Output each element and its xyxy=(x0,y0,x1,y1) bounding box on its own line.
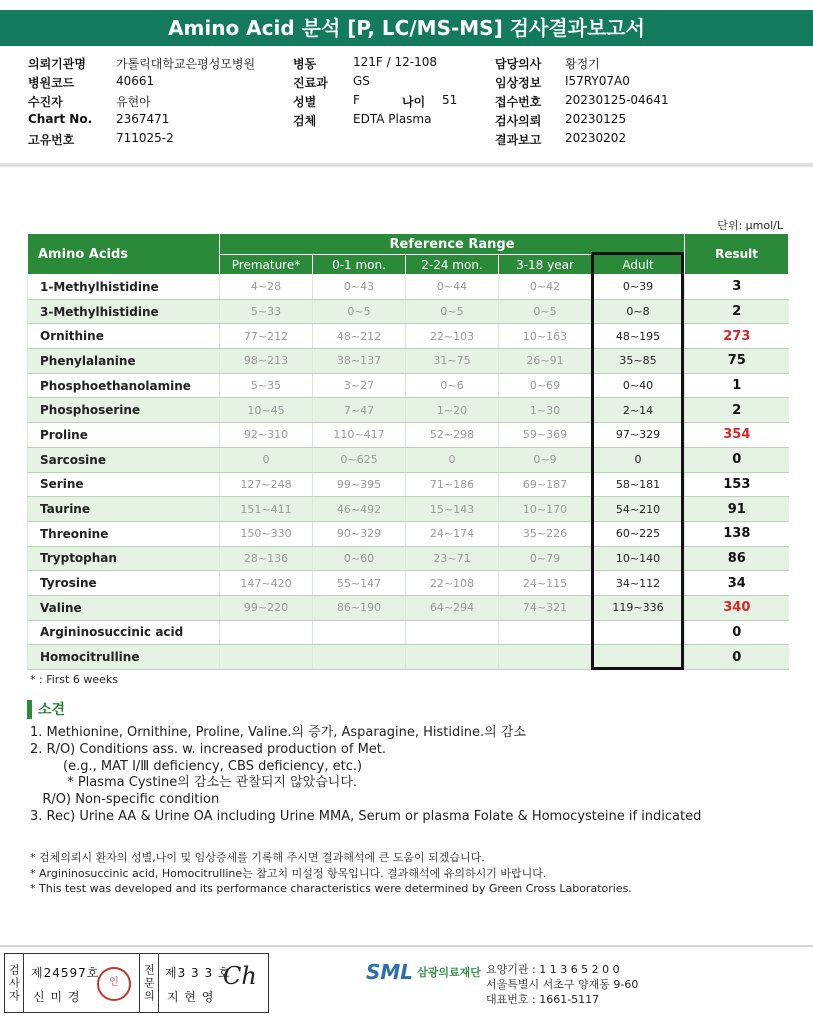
ref-2-24-mon: 0~5 xyxy=(406,299,499,324)
info-row xyxy=(28,55,255,74)
result-value: 0 xyxy=(685,645,789,670)
ref-3-18-year: 10~163 xyxy=(499,324,592,349)
sml-logo-org: 삼광의료재단 xyxy=(417,966,481,979)
ref-0-1-mon: 0~60 xyxy=(313,546,406,571)
doctor-label xyxy=(139,954,159,1012)
result-value: 3 xyxy=(685,275,789,300)
amino-acid-name: Taurine xyxy=(28,497,220,522)
ref-3-18-year: 0~69 xyxy=(499,373,592,398)
info-label: 접수번호 xyxy=(495,95,542,109)
info-value: 40661 xyxy=(116,74,155,88)
ref-3-18-year: 0~42 xyxy=(499,275,592,300)
table-row xyxy=(28,299,789,324)
ref-adult: 0~39 xyxy=(592,275,685,300)
organization-info: 요양기관 : 1 1 3 6 5 2 0 0 서울특별시 서초구 양재동 9-60 대표번호 : 1661-5117 xyxy=(486,963,639,1006)
ref-3-18-year xyxy=(499,645,592,670)
ref-premature xyxy=(220,645,313,670)
info-label: 병동 xyxy=(293,57,317,71)
ref-adult: 119~336 xyxy=(592,595,685,620)
ref-2-24-mon: 0~44 xyxy=(406,275,499,300)
info-label: 병원코드 xyxy=(28,76,75,90)
info-label: 수진자 xyxy=(28,95,63,109)
info-label: 의뢰기관명 xyxy=(28,57,86,71)
table-row xyxy=(28,546,789,571)
ref-0-1-mon: 46~492 xyxy=(313,497,406,522)
ref-adult: 2~14 xyxy=(592,398,685,423)
ref-premature: 150~330 xyxy=(220,521,313,546)
header-premature: Premature* xyxy=(220,255,313,275)
ref-premature: 99~220 xyxy=(220,595,313,620)
handwritten-signature: Ch xyxy=(223,962,257,990)
info-value: 황정기 xyxy=(565,57,600,71)
result-value: 86 xyxy=(685,546,789,571)
age-value: 51 xyxy=(442,93,458,107)
amino-acid-name: Sarcosine xyxy=(28,447,220,472)
amino-acid-name: Phosphoserine xyxy=(28,398,220,423)
ref-adult: 54~210 xyxy=(592,497,685,522)
tester-name: 신 미 경 xyxy=(33,990,81,1004)
ref-0-1-mon: 0~625 xyxy=(313,447,406,472)
table-row xyxy=(28,349,789,374)
amino-acid-name: 3-Methylhistidine xyxy=(28,299,220,324)
info-label: 담당의사 xyxy=(495,57,542,71)
ref-premature: 147~420 xyxy=(220,571,313,596)
result-value: 91 xyxy=(685,497,789,522)
ref-adult: 0 xyxy=(592,447,685,472)
ref-3-18-year: 1~30 xyxy=(499,398,592,423)
ref-adult xyxy=(592,645,685,670)
ref-0-1-mon: 38~137 xyxy=(313,349,406,374)
header-3-18-year: 3-18 year xyxy=(499,255,592,275)
amino-acid-name: Argininosuccinic acid xyxy=(28,620,220,645)
info-row xyxy=(28,131,255,150)
info-row xyxy=(293,112,457,131)
info-row xyxy=(293,74,457,93)
age-label: 나이 xyxy=(402,95,426,109)
sml-logo-mark: SML xyxy=(366,960,414,984)
amino-acid-name: Tyrosine xyxy=(28,571,220,596)
ref-3-18-year: 26~91 xyxy=(499,349,592,374)
report-title: Amino Acid 분석 [P, LC/MS-MS] 검사결과보고서 xyxy=(0,10,813,46)
patient-info xyxy=(28,55,788,155)
ref-3-18-year: 0~9 xyxy=(499,447,592,472)
heading-bar xyxy=(27,700,32,719)
info-row xyxy=(495,131,669,150)
table-row xyxy=(28,497,789,522)
result-value: 0 xyxy=(685,447,789,472)
ref-2-24-mon: 22~103 xyxy=(406,324,499,349)
ref-3-18-year: 0~79 xyxy=(499,546,592,571)
ref-0-1-mon: 0~43 xyxy=(313,275,406,300)
header-reference-range: Reference Range xyxy=(220,234,685,255)
ref-0-1-mon: 48~212 xyxy=(313,324,406,349)
signature-box xyxy=(4,953,269,1013)
result-value: 0 xyxy=(685,620,789,645)
info-value: 121F / 12-108 xyxy=(353,55,437,69)
info-value: 20230125 xyxy=(565,112,627,126)
header-divider xyxy=(0,163,813,167)
ref-adult: 0~8 xyxy=(592,299,685,324)
table-row xyxy=(28,521,789,546)
info-column-3 xyxy=(495,55,669,150)
result-value: 34 xyxy=(685,571,789,596)
ref-2-24-mon: 22~108 xyxy=(406,571,499,596)
amino-acid-name: Tryptophan xyxy=(28,546,220,571)
amino-acid-name: Threonine xyxy=(28,521,220,546)
ref-3-18-year: 24~115 xyxy=(499,571,592,596)
ref-adult: 35~85 xyxy=(592,349,685,374)
info-row xyxy=(293,55,457,74)
info-value: 2367471 xyxy=(116,112,170,126)
info-row xyxy=(293,93,457,112)
header-amino-acids: Amino Acids xyxy=(28,234,220,275)
notes-text: * 검체의뢰시 환자의 성별,나이 및 임상증세를 기록해 주시면 결과해석에 큰 도움이 되겠습니다. * Argininosuccinic acid, Homocitrulline는 참고치 미설정 항목입니다. 결과해석에 유의하시기 바랍니다. * This test was developed and its performance characteristics were determined by Green Cross Laboratories. xyxy=(30,851,632,895)
table-row xyxy=(28,447,789,472)
header-adult: Adult xyxy=(592,255,685,275)
header-0-1-mon: 0-1 mon. xyxy=(313,255,406,275)
table-row xyxy=(28,571,789,596)
ref-2-24-mon: 52~298 xyxy=(406,423,499,448)
ref-2-24-mon: 31~75 xyxy=(406,349,499,374)
ref-premature: 10~45 xyxy=(220,398,313,423)
ref-2-24-mon: 64~294 xyxy=(406,595,499,620)
ref-2-24-mon xyxy=(406,645,499,670)
table-row xyxy=(28,620,789,645)
ref-premature: 28~136 xyxy=(220,546,313,571)
ref-adult: 60~225 xyxy=(592,521,685,546)
findings-heading xyxy=(27,699,65,719)
ref-0-1-mon xyxy=(313,620,406,645)
ref-2-24-mon: 1~20 xyxy=(406,398,499,423)
info-column-2 xyxy=(293,55,457,131)
ref-2-24-mon: 0~6 xyxy=(406,373,499,398)
result-value: 2 xyxy=(685,299,789,324)
info-column-1 xyxy=(28,55,255,150)
ref-2-24-mon xyxy=(406,620,499,645)
ref-3-18-year: 59~369 xyxy=(499,423,592,448)
ref-3-18-year: 0~5 xyxy=(499,299,592,324)
ref-premature: 4~28 xyxy=(220,275,313,300)
info-label: Chart No. xyxy=(28,112,93,126)
ref-premature: 77~212 xyxy=(220,324,313,349)
amino-acid-name: Phosphoethanolamine xyxy=(28,373,220,398)
info-label: 검사의뢰 xyxy=(495,114,542,128)
info-label: 임상정보 xyxy=(495,76,542,90)
result-value: 1 xyxy=(685,373,789,398)
doctor-name: 지 현 영 xyxy=(167,990,215,1004)
sml-logo xyxy=(366,960,481,984)
findings-title: 소견 xyxy=(38,702,66,718)
doctor-number: 제3 3 3 호 xyxy=(165,966,231,980)
ref-2-24-mon: 0 xyxy=(406,447,499,472)
info-value: F xyxy=(353,93,360,107)
ref-adult: 97~329 xyxy=(592,423,685,448)
ref-adult: 10~140 xyxy=(592,546,685,571)
info-value: GS xyxy=(353,74,370,88)
info-row xyxy=(28,93,255,112)
info-label: 진료과 xyxy=(293,76,328,90)
header-result: Result xyxy=(685,234,789,275)
ref-2-24-mon: 23~71 xyxy=(406,546,499,571)
info-row xyxy=(28,112,255,131)
info-row xyxy=(495,55,669,74)
header-2-24-mon: 2-24 mon. xyxy=(406,255,499,275)
ref-2-24-mon: 71~186 xyxy=(406,472,499,497)
ref-0-1-mon: 0~5 xyxy=(313,299,406,324)
info-row xyxy=(28,74,255,93)
ref-3-18-year xyxy=(499,620,592,645)
ref-0-1-mon: 55~147 xyxy=(313,571,406,596)
ref-2-24-mon: 24~174 xyxy=(406,521,499,546)
ref-0-1-mon: 90~329 xyxy=(313,521,406,546)
info-label: 결과보고 xyxy=(495,133,542,147)
amino-acid-name: Homocitrulline xyxy=(28,645,220,670)
info-row xyxy=(495,74,669,93)
result-value: 354 xyxy=(685,423,789,448)
ref-adult xyxy=(592,620,685,645)
ref-premature: 0 xyxy=(220,447,313,472)
footnote: * : First 6 weeks xyxy=(30,673,118,686)
ref-0-1-mon xyxy=(313,645,406,670)
ref-premature: 151~411 xyxy=(220,497,313,522)
findings-text: 1. Methionine, Ornithine, Proline, Valine.의 증가, Asparagine, Histidine.의 감소 2. R/O) Conditions ass. w. increased production of Met. (e.g., MAT Ⅰ/Ⅲ deficiency, CBS deficiency, etc.) * Plasma Cystine의 감소는 관찰되지 않았습니다. R/O) Non-specific condition 3. Rec) Urine AA & Urine OA including Urine MMA, Serum or plasma Folate & Homocysteine if indicated xyxy=(30,725,702,824)
info-value: I57RY07A0 xyxy=(565,74,630,88)
info-row xyxy=(495,93,669,112)
ref-3-18-year: 35~226 xyxy=(499,521,592,546)
info-label: 검체 xyxy=(293,114,317,128)
result-value: 2 xyxy=(685,398,789,423)
info-label: 고유번호 xyxy=(28,133,75,147)
amino-acid-table xyxy=(27,233,789,670)
info-value: 711025-2 xyxy=(116,131,174,145)
amino-acid-name: Proline xyxy=(28,423,220,448)
info-value: 20230202 xyxy=(565,131,627,145)
amino-acid-name: Phenylalanine xyxy=(28,349,220,374)
result-value: 340 xyxy=(685,595,789,620)
ref-premature: 5~33 xyxy=(220,299,313,324)
ref-premature: 98~213 xyxy=(220,349,313,374)
doctor-label-text: 전문의 xyxy=(142,963,156,1003)
amino-acid-name: Serine xyxy=(28,472,220,497)
table-body xyxy=(28,275,789,670)
ref-premature: 127~248 xyxy=(220,472,313,497)
ref-premature xyxy=(220,620,313,645)
table-row xyxy=(28,645,789,670)
table-row xyxy=(28,595,789,620)
info-value: 유현아 xyxy=(116,95,151,109)
ref-0-1-mon: 99~395 xyxy=(313,472,406,497)
table-row xyxy=(28,398,789,423)
footer-divider xyxy=(0,945,813,947)
ref-0-1-mon: 7~47 xyxy=(313,398,406,423)
ref-0-1-mon: 110~417 xyxy=(313,423,406,448)
ref-0-1-mon: 3~27 xyxy=(313,373,406,398)
table-row xyxy=(28,423,789,448)
ref-adult: 58~181 xyxy=(592,472,685,497)
amino-acid-name: Valine xyxy=(28,595,220,620)
seal-stamp: 인 xyxy=(97,967,131,1001)
ref-2-24-mon: 15~143 xyxy=(406,497,499,522)
ref-3-18-year: 74~321 xyxy=(499,595,592,620)
ref-premature: 92~310 xyxy=(220,423,313,448)
tester-label-text: 검사자 xyxy=(7,963,21,1003)
ref-3-18-year: 10~170 xyxy=(499,497,592,522)
ref-adult: 48~195 xyxy=(592,324,685,349)
info-value: 가톨릭대학교은평성모병원 xyxy=(116,57,256,71)
info-value: EDTA Plasma xyxy=(353,112,432,126)
result-value: 138 xyxy=(685,521,789,546)
amino-acid-name: Ornithine xyxy=(28,324,220,349)
table-row xyxy=(28,324,789,349)
table-row xyxy=(28,373,789,398)
unit-label: 단위: μmol/L xyxy=(717,219,783,232)
amino-acid-name: 1-Methylhistidine xyxy=(28,275,220,300)
ref-3-18-year: 69~187 xyxy=(499,472,592,497)
result-value: 75 xyxy=(685,349,789,374)
info-row xyxy=(495,112,669,131)
info-value: 20230125-04641 xyxy=(565,93,669,107)
table-row xyxy=(28,275,789,300)
ref-premature: 5~35 xyxy=(220,373,313,398)
table-row xyxy=(28,472,789,497)
tester-label xyxy=(5,954,24,1012)
ref-0-1-mon: 86~190 xyxy=(313,595,406,620)
result-value: 153 xyxy=(685,472,789,497)
ref-adult: 0~40 xyxy=(592,373,685,398)
tester-number: 제24597호 xyxy=(31,966,100,980)
result-value: 273 xyxy=(685,324,789,349)
ref-adult: 34~112 xyxy=(592,571,685,596)
info-label: 성별 xyxy=(293,95,317,109)
